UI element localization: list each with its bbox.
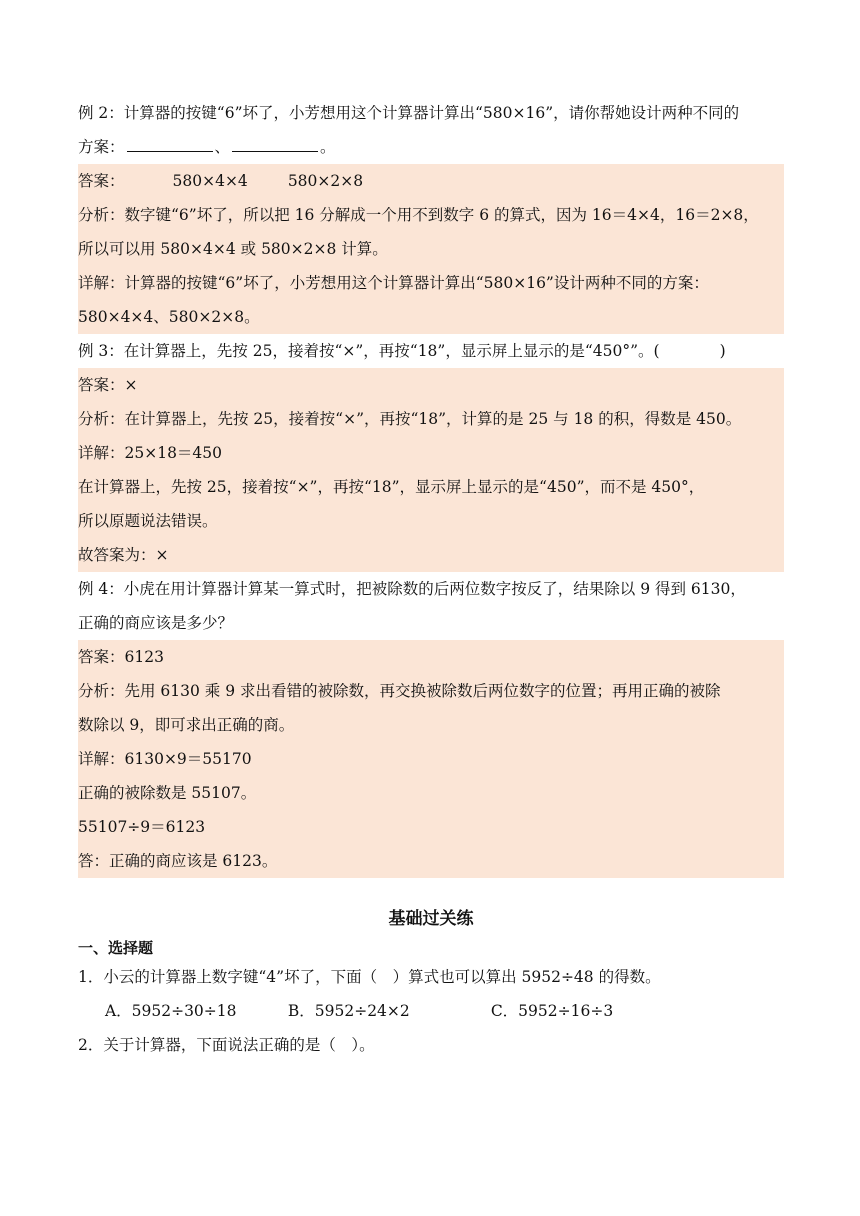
example-3-analysis: 分析：在计算器上，先按 25，接着按“×”，再按“18”，计算的是 25 与 18 的积，得数是 450。: [78, 410, 742, 428]
document-body: [78, 96, 784, 1062]
practice-question-1: 1．小云的计算器上数字键“4”坏了，下面（ ）算式也可以算出 5952÷48 的得数。: [78, 968, 661, 986]
example-4-detail-line-1: 详解：6130×9＝55170: [78, 750, 252, 768]
example-4-answer-block: [78, 640, 784, 878]
example-3-detail-line-2: 在计算器上，先按 25，接着按“×”，再按“18”，显示屏上显示的是“450”，而不是 450°，: [78, 478, 705, 496]
example-4-answer: 答案：6123: [78, 648, 164, 666]
answer-blank-2: [232, 133, 318, 152]
example-4-analysis-line-1: 分析：先用 6130 乘 9 求出看错的被除数，再交换被除数后两位数字的位置；再用正确的被除: [78, 682, 721, 700]
answer-blank-1: [127, 133, 213, 152]
example-2-answer-block: [78, 164, 784, 334]
option-a: A．5952÷30÷18: [104, 1002, 237, 1020]
example-3-detail-line-1: 详解：25×18＝450: [78, 444, 223, 462]
example-4-detail-line-2: 正确的被除数是 55107。: [78, 784, 257, 802]
blank-separator: 、: [214, 138, 231, 156]
practice-question-1-options: [78, 994, 784, 1028]
example-2-question-line-2: [78, 130, 784, 164]
example-3-detail-line-3: 所以原题说法错误。: [78, 512, 218, 530]
answer-label: 答案：: [78, 172, 125, 190]
example-3-question-close: ): [719, 342, 726, 360]
example-4-question-line-2: 正确的商应该是多少？: [78, 614, 234, 632]
example-2-detail-line-1: 详解：计算器的按键“6”坏了，小芳想用这个计算器计算出“580×16”设计两种不同的方案：: [78, 274, 709, 292]
example-3-question-text: 例 3：在计算器上，先按 25，接着按“×”，再按“18”，显示屏上显示的是“450°”。(: [78, 342, 660, 360]
example-3-answer: 答案：×: [78, 376, 138, 394]
answer-value-1: 580×4×4: [172, 172, 248, 190]
example-3-final: 故答案为：×: [78, 546, 169, 564]
example-4-detail-line-4: 答：正确的商应该是 6123。: [78, 852, 278, 870]
sentence-end: 。: [320, 138, 336, 156]
example-4-question-line-1: 例 4：小虎在用计算器计算某一算式时，把被除数的后两位数字按反了，结果除以 9 得到 6130，: [78, 580, 746, 598]
option-c: C．5952÷16÷3: [490, 1002, 614, 1020]
example-2-detail-line-2: 580×4×4、580×2×8。: [78, 308, 260, 326]
example-2-analysis-line-1: 分析：数字键“6”坏了，所以把 16 分解成一个用不到数字 6 的算式，因为 16＝4×4，16＝2×8，: [78, 206, 759, 224]
example-2-answer: [78, 164, 784, 198]
example-3-question: [78, 334, 784, 368]
example-4-detail-line-3: 55107÷9＝6123: [78, 818, 206, 836]
multiple-choice-heading: 一、选择题: [78, 939, 154, 957]
example-3-answer-block: [78, 368, 784, 572]
example-2-plan-label: 方案：: [78, 138, 125, 156]
practice-question-2: 2．关于计算器，下面说法正确的是（ ）。: [78, 1036, 375, 1054]
example-2-question-line-1: 例 2：计算器的按键“6”坏了，小芳想用这个计算器计算出“580×16”，请你帮她设计两种不同的: [78, 104, 740, 122]
example-2-analysis-line-2: 所以可以用 580×4×4 或 580×2×8 计算。: [78, 240, 388, 258]
example-4-analysis-line-2: 数除以 9，即可求出正确的商。: [78, 716, 295, 734]
practice-section-title: 基础过关练: [388, 909, 474, 929]
answer-value-2: 580×2×8: [287, 172, 364, 190]
option-b: B．5952÷24×2: [287, 1002, 410, 1020]
